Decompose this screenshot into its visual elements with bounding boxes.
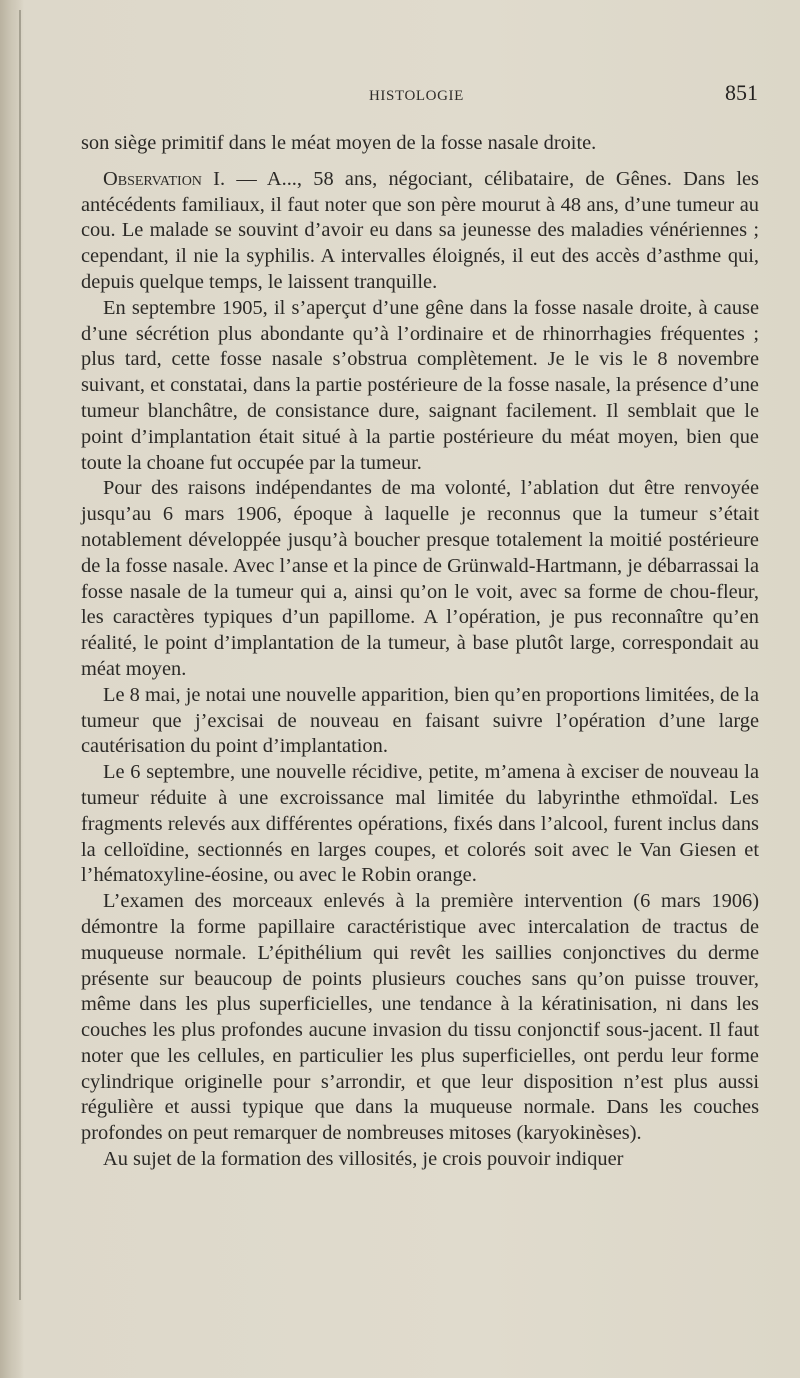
paragraph: L’examen des morceaux enlevés à la première intervention (6 mars 1906) démontre la forme papillaire caractéristique avec intercalation de tractus de muqueuse normale. L’épithélium qui revêt les saillies conjonctives du derme présente sur beaucoup de points plusieurs couches sans qu’on puisse trouver, même dans les plus superficielles, une tendance à la kératinisation, ni dans les couches les plus profondes aucune invasion du tissu conjonctif sous-jacent. Il faut noter que les cellules, en particulier les plus superficielles, ont perdu leur forme cylindrique originelle pour s’arrondir, et que leur disposition n’est plus aussi régulière et aussi typique que dans la muqueuse normale. Dans les couches profondes on peut remarquer de nombreuses mitoses (karyokinèses). — [81, 890, 759, 1145]
observation-text: — A..., 58 ans, négociant, célibataire, de Gênes. Dans les antécédents familiaux, il faut noter que son père mourut à 48 ans, d’une tumeur au cou. Le malade se souvint d’avoir eu dans sa jeunesse des maladies vénériennes ; cependant, il nie la syphilis. A intervalles éloignés, il eut des accès d’asthme qui, depuis quelque temps, le laissent tranquille. — [81, 167, 759, 293]
page-number: 851 — [725, 80, 758, 105]
paragraph: Le 6 septembre, une nouvelle récidive, petite, m’amena à exciser de nouveau la tumeur réduite à une excroissance mal limitée du labyrinthe ethmoïdal. Les fragments relevés aux différentes opérations, fixés dans l’alcool, furent inclus dans la celloïdine, sectionnés en larges coupes, et colorés soit avec le Van Giesen et l’hématoxyline-éosine, ou avec le Robin orange. — [81, 761, 759, 887]
paragraph: Pour des raisons indépendantes de ma volonté, l’ablation dut être renvoyée jusqu’au 6 mars 1906, époque à laquelle je reconnus que la tumeur s’était notablement développée jusqu’à boucher presque totalement la moitié postérieure de la fosse nasale. Avec l’anse et la pince de Grünwald-Hartmann, je débarrassai la fosse nasale de la tumeur qui a, ainsi qu’on le voit, avec sa forme de chou-fleur, les caractères typiques d’un papillome. A l’opération, je pus reconnaître qu’en réalité, le point d’implantation de la tumeur, à base plutôt large, correspondait au méat moyen. — [81, 477, 759, 680]
paragraph: Au sujet de la formation des villosités, je crois pouvoir indiquer — [103, 1148, 624, 1171]
paragraph-observation — [81, 167, 759, 296]
running-title: HISTOLOGIE — [369, 88, 464, 104]
body-text — [81, 131, 759, 1173]
paragraph: En septembre 1905, il s’aperçut d’une gêne dans la fosse nasale droite, à cause d’une sécrétion plus abondante qu’à l’ordinaire et de rhinorrhagies fréquentes ; plus tard, cette fosse nasale s’obstrua complètement. Je le vis le 8 novembre suivant, et constatai, dans la partie postérieure de la fosse nasale, la présence d’une tumeur blanchâtre, de consistance dure, saignant facilement. Il semblait que le point d’implantation était situé à la partie postérieure du méat moyen, bien que toute la choane fut occupée par la tumeur. — [81, 296, 759, 474]
page-header — [84, 80, 758, 114]
paragraph: Le 8 mai, je notai une nouvelle apparition, bien qu’en proportions limitées, de la tumeur que j’excisai de nouveau en faisant suivre l’opération d’une large cautérisation du point d’implantation. — [81, 683, 759, 758]
binding-line — [19, 10, 21, 1300]
paragraph: son siège primitif dans le méat moyen de la fosse nasale droite. — [81, 132, 597, 154]
observation-heading: Observation I. — [103, 167, 226, 190]
